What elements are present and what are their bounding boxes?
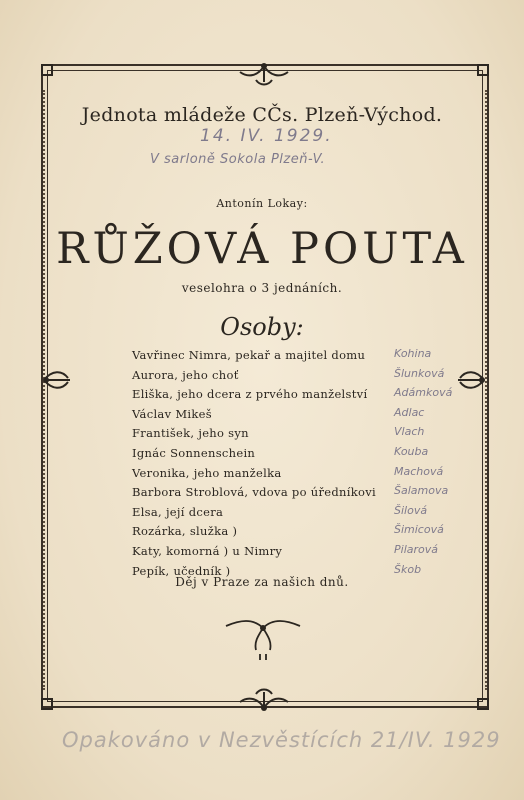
handwritten-actor-list [394, 344, 474, 579]
cast-role: Vavřinec Nimra, pekař a majitel domu [132, 348, 366, 362]
play-subtitle: veselohra o 3 jednáních. [181, 281, 343, 295]
cast-list [132, 346, 412, 581]
corner-ornament-bottom-left [39, 696, 55, 712]
cast-role: Rozárka, služka ) [132, 524, 238, 539]
corner-ornament-top-left [39, 62, 55, 78]
handwritten-actor-name: Pilarová [394, 542, 438, 556]
cast-heading: Osoby: [220, 313, 304, 341]
cast-role: Katy, komorná ) u Nimry [132, 543, 283, 558]
handwritten-footer-note: Opakováno v Nezvěstících 21/IV. 1929 [62, 728, 501, 752]
cast-role: Pepík, učedník ) [132, 563, 231, 578]
cast-role: Elsa, její dcera [132, 504, 224, 519]
handwritten-actor-name: Šalamova [394, 484, 449, 498]
cast-role: Veronika, jeho manželka [132, 465, 282, 480]
left-side-flourish-ornament [38, 360, 74, 400]
author-line: Antonín Lokay: [216, 197, 308, 210]
handwritten-actor-name: Šlunková [394, 366, 445, 380]
cast-role: František, jeho syn [132, 426, 249, 441]
cast-role: Barbora Stroblová, vdova po úředníkovi [132, 485, 376, 500]
handwritten-actor-name: Vlach [394, 425, 425, 439]
handwritten-actor-name: Kouba [394, 444, 429, 458]
handwritten-actor-name: Machová [394, 464, 444, 478]
handwritten-actor-name: Kohina [394, 347, 432, 360]
scene-setting: Děj v Praze za našich dnů. [175, 575, 349, 589]
handwritten-actor-name: Adlac [394, 405, 425, 419]
handwritten-actor-name: Šimicová [394, 523, 444, 537]
handwritten-actor-name: Adámková [394, 386, 453, 400]
corner-ornament-top-right [475, 62, 491, 78]
bottom-flourish-ornament [234, 684, 294, 714]
handwritten-venue: V sarloně Sokola Plzeň-V. [150, 152, 326, 167]
handwritten-actor-name: Šilová [394, 503, 428, 517]
cast-role: Aurora, jeho choť [132, 367, 239, 382]
organization-heading: Jednota mládeže CČs. Plzeň-Východ. [81, 104, 443, 126]
center-flourish-ornament [218, 614, 308, 664]
cast-role: Václav Mikeš [132, 406, 212, 421]
cast-role: Ignác Sonnenschein [132, 445, 256, 460]
corner-ornament-bottom-right [475, 696, 491, 712]
cast-role: Eliška, jeho dcera z prvého manželství [132, 387, 368, 402]
handwritten-date: 14. IV. 1929. [200, 126, 333, 146]
play-title: RŮŽOVÁ POUTA [56, 224, 468, 274]
top-flourish-ornament [234, 60, 294, 90]
handwritten-actor-name: Škob [394, 562, 422, 576]
